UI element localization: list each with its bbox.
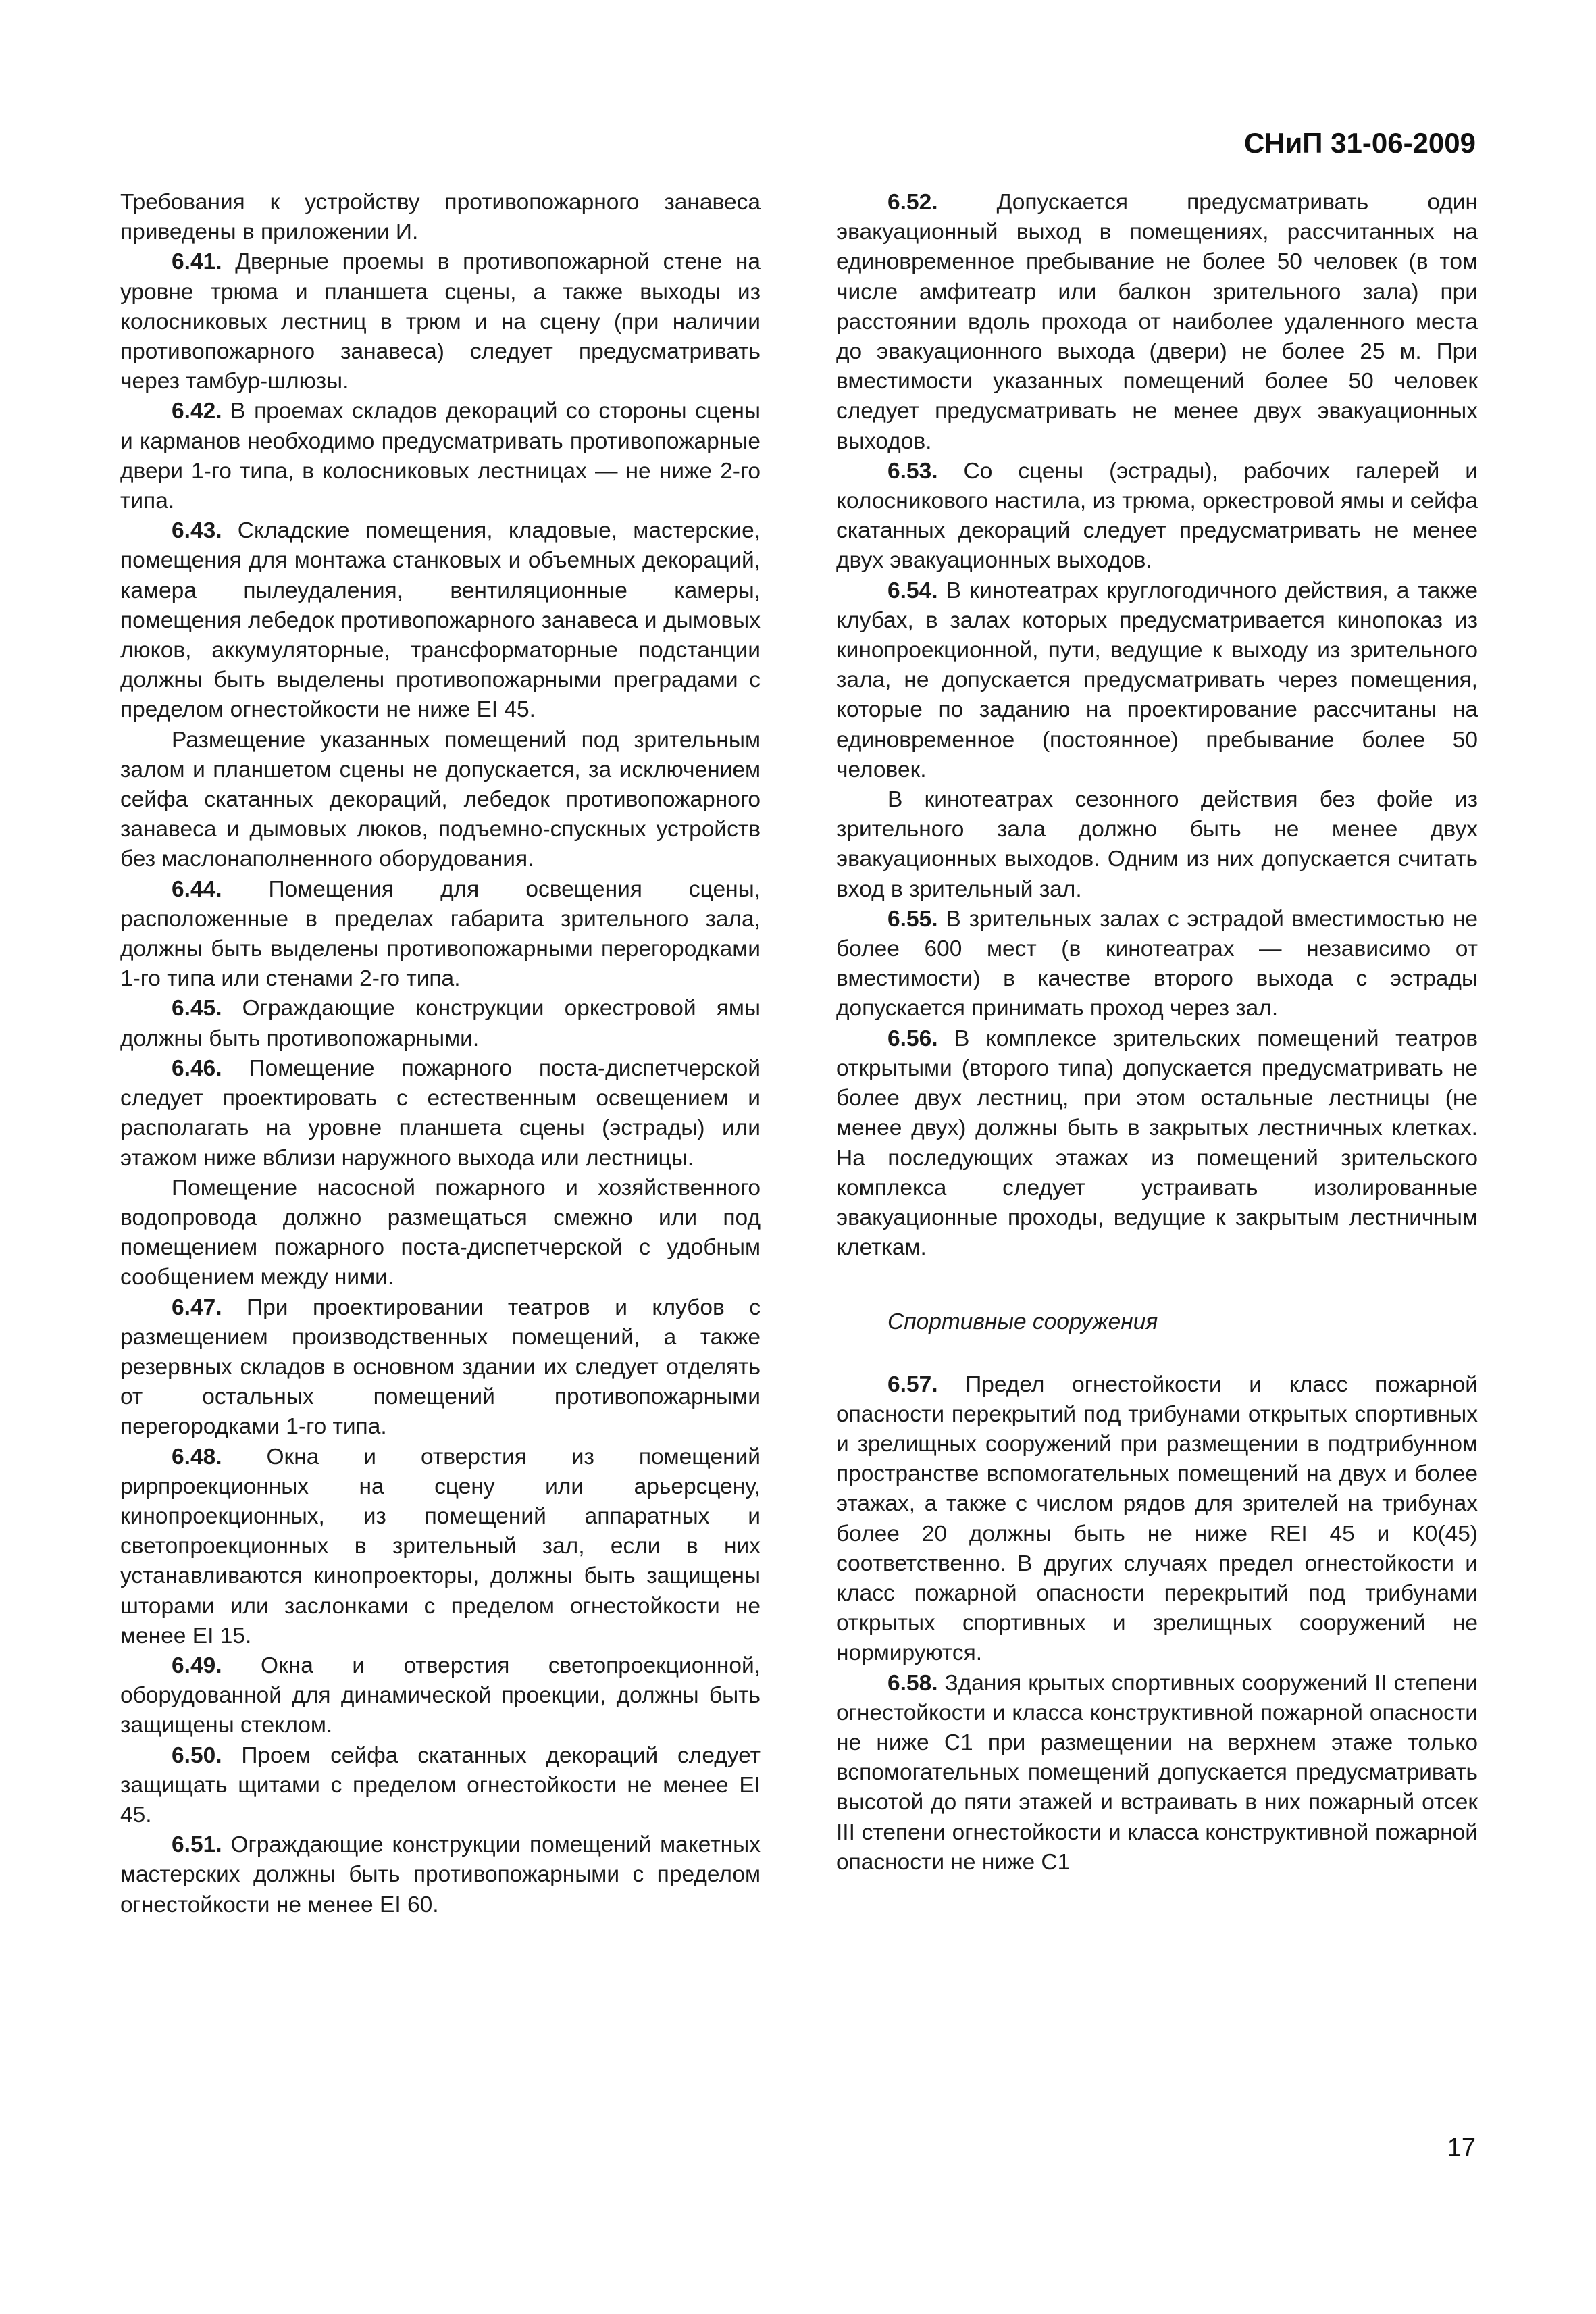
clause-number: 6.58.	[887, 1670, 938, 1696]
paragraph-text: Дверные проемы в противопожарной стене на уровне трюма и планшета сцены, а также выходы из колосниковых лестниц в трюм и на сцену (при наличии противопожарного занавеса) следует предусматривать через тамбур-шлюзы.	[120, 249, 761, 395]
paragraph-text: Окна и отверстия светопроекционной, оборудованной для динамической проекции, должны быть защищены стеклом.	[120, 1653, 761, 1738]
section-subheading: Спортивные сооружения	[887, 1309, 1158, 1335]
paragraph	[120, 726, 761, 875]
clause-number: 6.57.	[887, 1372, 938, 1397]
paragraph	[120, 875, 761, 995]
paragraph-text: Здания крытых спортивных сооружений II степени огнестойкости и класса конструктивной пожарной опасности не ниже С1 при размещении на верхнем этаже только вспомогательных помещений допускается предусматривать высотой до пяти этажей и встраивать в них пожарный отсек III степени огнестойкости и класса конструктивной пожарной опасности не ниже С1	[836, 1670, 1478, 1875]
paragraph	[120, 1651, 761, 1741]
paragraph	[836, 1370, 1478, 1669]
paragraph	[120, 188, 761, 247]
paragraph-text: В зрительных залах с эстрадой вместимостью не более 600 мест (в кинотеатрах — независимо от вместимости) в качестве второго выхода с эстрады допускается принимать проход через зал.	[836, 906, 1478, 1022]
clause-number: 6.53.	[887, 458, 938, 484]
paragraph	[120, 1442, 761, 1651]
paragraph	[120, 1174, 761, 1293]
paragraph	[120, 516, 761, 725]
paragraph	[120, 1293, 761, 1442]
clause-number: 6.44.	[172, 876, 222, 902]
right-column	[836, 188, 1478, 1878]
paragraph-text: Ограждающие конструкции помещений макетных мастерских должны быть противопожарными с пределом огнестойкости не менее EI 60.	[120, 1832, 761, 1917]
paragraph-text: Ограждающие конструкции оркестровой ямы должны быть противопожарными.	[120, 996, 761, 1051]
paragraph-text: При проектировании театров и клубов с размещением производственных помещений, а также резервных складов в основном здании их следует отделять от остальных помещений противопожарными перегородками 1-го типа.	[120, 1294, 761, 1440]
clause-number: 6.45.	[172, 996, 222, 1022]
clause-number: 6.41.	[172, 249, 222, 275]
paragraph-text: В кинотеатрах сезонного действия без фойе из зрительного зала должно быть не менее двух эвакуационных выходов. Одним из них допускается считать вход в зрительный зал.	[836, 787, 1478, 902]
clause-number: 6.49.	[172, 1653, 222, 1678]
paragraph-text: Со сцены (эстрады), рабочих галерей и колосникового настила, из трюма, оркестровой ямы и сейфа скатанных декораций следует предусматривать не менее двух эвакуационных выходов.	[836, 458, 1478, 574]
clause-number: 6.56.	[887, 1026, 938, 1051]
paragraph	[836, 785, 1478, 905]
paragraph-text: Помещение насосной пожарного и хозяйственного водопровода должно размещаться смежно или под помещением пожарного поста-диспетчерской с удобным сообщением между ними.	[120, 1175, 761, 1290]
clause-number: 6.51.	[172, 1832, 222, 1858]
clause-number: 6.48.	[172, 1444, 222, 1469]
page-number: 17	[1447, 2134, 1476, 2162]
paragraph-text: Требования к устройству противопожарного занавеса приведены в приложении И.	[120, 190, 761, 245]
right-column-top	[836, 188, 1478, 1263]
paragraph	[836, 905, 1478, 1024]
paragraph-text: Складские помещения, кладовые, мастерские, помещения для монтажа станковых и объемных декораций, камера пылеудаления, вентиляционные камеры, помещения лебедок противопожарного занавеса и дымовых люков, аккумуляторные, трансформаторные подстанции должны быть выделены противопожарными преградами с пределом огнестойкости не ниже EI 45.	[120, 518, 761, 723]
paragraph	[120, 397, 761, 516]
paragraph-text: Помещения для освещения сцены, расположенные в пределах габарита зрительного зала, должны быть выделены противопожарными перегородками 1-го типа или стенами 2-го типа.	[120, 876, 761, 992]
clause-number: 6.43.	[172, 518, 222, 544]
paragraph	[120, 1830, 761, 1920]
clause-number: 6.54.	[887, 578, 938, 603]
paragraph-text: Помещение пожарного поста-диспетчерской следует проектировать с естественным освещением и располагать на уровне планшета сцены (эстрады) или этажом ниже вблизи наружного выхода или лестницы.	[120, 1055, 761, 1171]
paragraph-text: В комплексе зрительских помещений театров открытыми (второго типа) допускается предусматривать не более двух лестниц, при этом остальные лестницы (не менее двух) должны быть в закрытых лестничных клетках. На последующих этажах из помещений зрительского комплекса следует устраивать изолированные эвакуационные проходы, ведущие к закрытым лестничным клеткам.	[836, 1026, 1478, 1261]
left-column	[120, 188, 761, 1920]
paragraph	[836, 188, 1478, 457]
paragraph	[120, 1741, 761, 1831]
clause-number: 6.46.	[172, 1055, 222, 1081]
paragraph-text: Предел огнестойкости и класс пожарной опасности перекрытий под трибунами открытых спортивных и зрелищных сооружений при размещении в подтрибунном пространстве вспомогательных помещений на двух и более этажах, а также с числом рядов для зрителей на трибунах более 20 должны быть не ниже REI 45 и К0(45) соответственно. В других случаях предел огнестойкости и класс пожарной опасности перекрытий под трибунами открытых спортивных и зрелищных сооружений не нормируются.	[836, 1372, 1478, 1666]
paragraph-text: Размещение указанных помещений под зрительным залом и планшетом сцены не допускается, за исключением сейфа скатанных декораций, лебедок противопожарного занавеса и дымовых люков, подъемно-спускных устройств без маслонаполненного оборудования.	[120, 727, 761, 872]
paragraph	[836, 457, 1478, 576]
paragraph-text: Проем сейфа скатанных декораций следует защищать щитами с пределом огнестойкости не менее EI 45.	[120, 1742, 761, 1828]
paragraph-text: Окна и отверстия из помещений рирпроекционных на сцену или арьерсцену, кинопроекционных, из помещений аппаратных и светопроекционных в зрительный зал, если в них устанавливаются кинопроекторы, должны быть защищены шторами или заслонками с пределом огнестойкости не менее EI 15.	[120, 1444, 761, 1649]
paragraph	[836, 1669, 1478, 1878]
paragraph-text: В кинотеатрах круглогодичного действия, а также клубах, в залах которых предусматривается кинопоказ из кинопроекционной, пути, ведущие к выходу из зрительного зала, не допускается предусматривать через помещения, которые по заданию на проектирование рассчитаны на единовременное (постоянное) пребывание более 50 человек.	[836, 578, 1478, 782]
clause-number: 6.42.	[172, 399, 222, 424]
paragraph	[836, 576, 1478, 785]
clause-number: 6.55.	[887, 906, 938, 932]
paragraph	[836, 1024, 1478, 1263]
clause-number: 6.50.	[172, 1742, 222, 1768]
paragraph	[120, 1054, 761, 1174]
paragraph-text: В проемах складов декораций со стороны сцены и карманов необходимо предусматривать противопожарные двери 1-го типа, в колосниковых лестницах — не ниже 2-го типа.	[120, 399, 761, 514]
clause-number: 6.47.	[172, 1294, 222, 1320]
right-column-bottom	[836, 1370, 1478, 1878]
paragraph	[120, 994, 761, 1053]
document-code: СНиП 31-06-2009	[1243, 127, 1476, 159]
paragraph-text: Допускается предусматривать один эвакуационный выход в помещениях, рассчитанных на единовременное пребывание не более 50 человек (в том числе амфитеатр или балкон зрительного зала) при расстоянии вдоль прохода от наиболее удаленного места до эвакуационного выхода (двери) не более 25 м. При вместимости указанных помещений более 50 человек следует предусматривать не менее двух эвакуационных выходов.	[836, 190, 1478, 454]
clause-number: 6.52.	[887, 190, 938, 215]
paragraph	[120, 247, 761, 397]
